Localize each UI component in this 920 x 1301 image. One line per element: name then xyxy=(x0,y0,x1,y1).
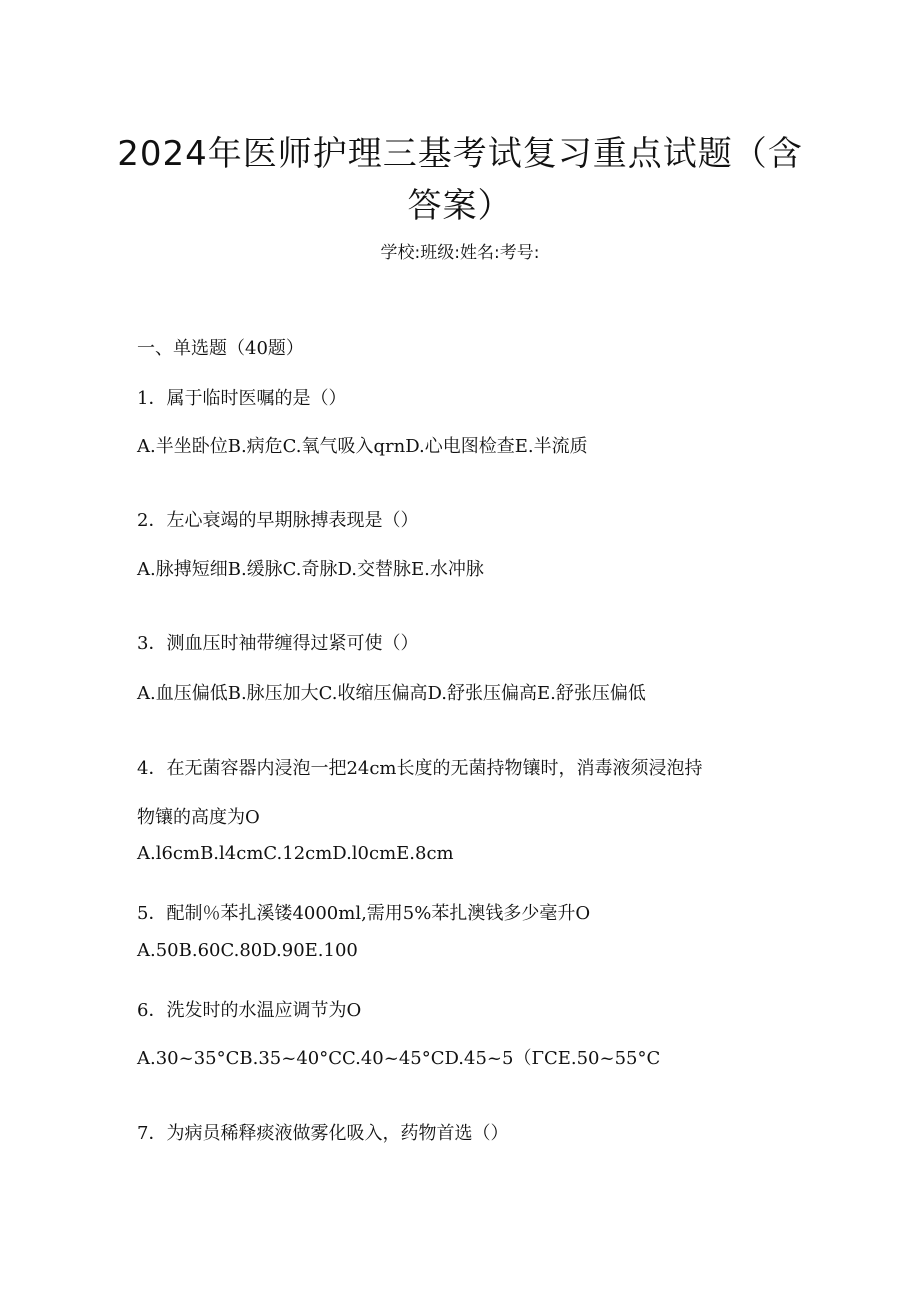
question-2-stem: 2．左心衰竭的早期脉搏表现是（） xyxy=(137,510,419,531)
question-4-options: A.l6cmB.l4cmC.12cmD.l0cmE.8cm xyxy=(137,843,454,864)
question-7-stem: 7．为病员稀释痰液做雾化吸入，药物首选（） xyxy=(137,1123,509,1144)
question-5-options: A.50B.60C.80D.90E.100 xyxy=(137,940,358,961)
question-1-options: A.半坐卧位B.病危C.氧气吸入qrnD.心电图检查E.半流质 xyxy=(137,436,588,457)
document-title: 2024年医师护理三基考试复习重点试题（含答案） xyxy=(117,134,803,226)
section-heading: 一、单选题（40题） xyxy=(137,338,304,359)
question-3-options: A.血压偏低B.脉压加大C.收缩压偏高D.舒张压偏高E.舒张压偏低 xyxy=(137,683,646,704)
question-6-stem: 6．洗发时的水温应调节为O xyxy=(137,1000,362,1021)
question-6-options: A.30~35°CB.35~40°CC.40~45°CD.45~5（ΓCE.50~55°C xyxy=(137,1048,661,1069)
question-5-stem: 5．配制％苯扎溪镂4000ml,需用5%苯扎澳钱多少毫升O xyxy=(137,903,591,924)
question-2-options: A.脉搏短细B.缓脉C.奇脉D.交替脉E.水冲脉 xyxy=(137,559,484,580)
question-3-stem: 3．测血压时袖带缠得过紧可使（） xyxy=(137,633,419,654)
question-4-stem: 4．在无菌容器内浸泡一把24cm长度的无菌持物镶时，消毒液须浸泡持 xyxy=(137,758,703,779)
student-info-line: 学校:班级:姓名:考号: xyxy=(380,243,540,263)
question-1-stem: 1．属于临时医嘱的是（） xyxy=(137,388,347,409)
question-4-stem-continued: 物镶的高度为O xyxy=(137,807,260,828)
